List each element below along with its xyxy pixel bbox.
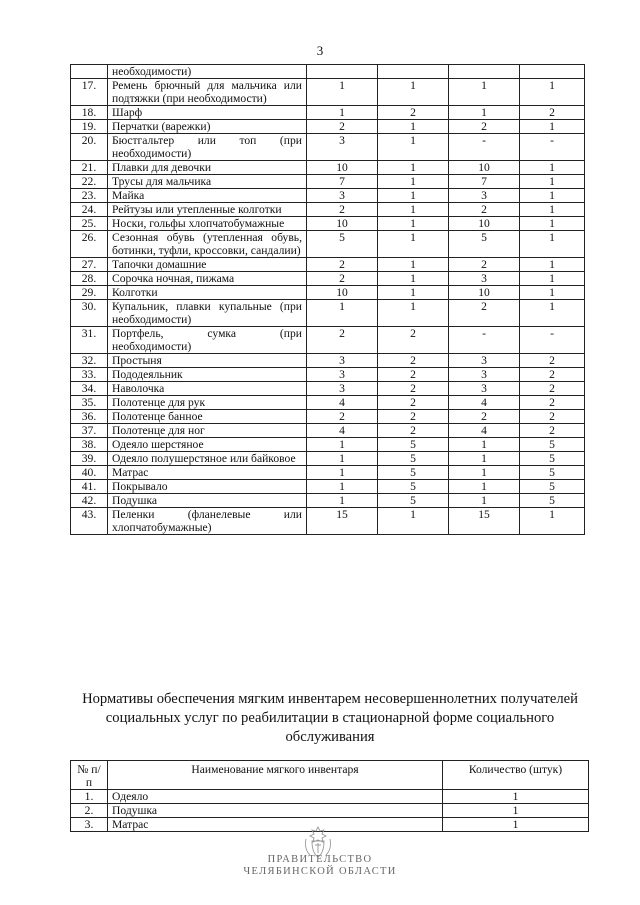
value-col-3: 10 (449, 286, 520, 300)
item-name: Полотенце для рук (108, 396, 307, 410)
item-number: 27. (71, 258, 108, 272)
value-col-2: 1 (378, 175, 449, 189)
value-col-4: 5 (520, 452, 585, 466)
item-number: 23. (71, 189, 108, 203)
value-col-4: 1 (520, 175, 585, 189)
value-col-3: 1 (449, 480, 520, 494)
table-row (71, 480, 585, 494)
value-col-1: 1 (307, 106, 378, 120)
value-col-1 (307, 65, 378, 79)
header-name: Наименование мягкого инвентаря (108, 761, 443, 790)
table-row (71, 286, 585, 300)
value-col-4: 1 (520, 217, 585, 231)
item-name: Тапочки домашние (108, 258, 307, 272)
value-col-3: 2 (449, 120, 520, 134)
value-col-4: 2 (520, 368, 585, 382)
value-col-1: 3 (307, 189, 378, 203)
item-number: 40. (71, 466, 108, 480)
table-row (71, 231, 585, 258)
item-name: Трусы для мальчика (108, 175, 307, 189)
item-name: Колготки (108, 286, 307, 300)
table-row (71, 258, 585, 272)
value-col-3: 1 (449, 438, 520, 452)
value-col-2 (378, 65, 449, 79)
clothing-norms-table (70, 64, 585, 535)
value-col-4: 2 (520, 382, 585, 396)
value-col-2: 5 (378, 480, 449, 494)
value-col-2: 1 (378, 161, 449, 175)
item-name: Купальник, плавки купальные (при необходимости) (108, 300, 307, 327)
value-col-4: 1 (520, 203, 585, 217)
item-name: Матрас (108, 466, 307, 480)
item-name: Одеяло шерстяное (108, 438, 307, 452)
item-name: Матрас (108, 818, 443, 832)
table-row (71, 106, 585, 120)
item-name: Полотенце банное (108, 410, 307, 424)
table-row (71, 79, 585, 106)
value-col-3: 7 (449, 175, 520, 189)
value-col-3: 1 (449, 452, 520, 466)
value-col-4: 2 (520, 106, 585, 120)
item-number: 42. (71, 494, 108, 508)
item-number: 21. (71, 161, 108, 175)
value-col-1: 10 (307, 217, 378, 231)
item-quantity: 1 (443, 818, 589, 832)
item-name: Рейтузы или утепленные колготки (108, 203, 307, 217)
table-row (71, 354, 585, 368)
item-name: Наволочка (108, 382, 307, 396)
item-number: 25. (71, 217, 108, 231)
table-row (71, 161, 585, 175)
item-number: 39. (71, 452, 108, 466)
value-col-4: 5 (520, 494, 585, 508)
item-name: Носки, гольфы хлопчатобумажные (108, 217, 307, 231)
item-name: Пеленки (фланелевые или хлопчатобумажные) (108, 508, 307, 535)
value-col-4 (520, 65, 585, 79)
value-col-1: 4 (307, 396, 378, 410)
value-col-4: 5 (520, 466, 585, 480)
table-row (71, 424, 585, 438)
item-number: 31. (71, 327, 108, 354)
table-row (71, 508, 585, 535)
item-number: 19. (71, 120, 108, 134)
table-row (71, 382, 585, 396)
item-name: Сезонная обувь (утепленная обувь, ботинки, туфли, кроссовки, сандалии) (108, 231, 307, 258)
value-col-1: 2 (307, 272, 378, 286)
value-col-4: 5 (520, 480, 585, 494)
item-number: 24. (71, 203, 108, 217)
value-col-1: 2 (307, 327, 378, 354)
value-col-1: 1 (307, 480, 378, 494)
item-name: Майка (108, 189, 307, 203)
value-col-1: 1 (307, 494, 378, 508)
value-col-4: 1 (520, 300, 585, 327)
value-col-3: - (449, 327, 520, 354)
item-name: Подушка (108, 804, 443, 818)
value-col-1: 4 (307, 424, 378, 438)
value-col-3: 3 (449, 189, 520, 203)
item-name: Ремень брючный для мальчика или подтяжки (при необходимости) (108, 79, 307, 106)
item-number: 17. (71, 79, 108, 106)
value-col-2: 1 (378, 79, 449, 106)
table-row (71, 217, 585, 231)
value-col-2: 5 (378, 494, 449, 508)
item-name: Полотенце для ног (108, 424, 307, 438)
table-row (71, 175, 585, 189)
item-name: Портфель, сумка (при необходимости) (108, 327, 307, 354)
value-col-4: - (520, 134, 585, 161)
item-name: Одеяло (108, 790, 443, 804)
item-number (71, 65, 108, 79)
page-number: 3 (316, 43, 324, 58)
value-col-4: 2 (520, 396, 585, 410)
value-col-1: 2 (307, 120, 378, 134)
value-col-2: 1 (378, 272, 449, 286)
item-number: 35. (71, 396, 108, 410)
value-col-2: 1 (378, 508, 449, 535)
item-number: 41. (71, 480, 108, 494)
value-col-2: 2 (378, 410, 449, 424)
value-col-2: 5 (378, 452, 449, 466)
value-col-2: 2 (378, 327, 449, 354)
value-col-2: 1 (378, 120, 449, 134)
value-col-1: 10 (307, 161, 378, 175)
item-name: Простыня (108, 354, 307, 368)
value-col-3: 2 (449, 203, 520, 217)
item-number: 38. (71, 438, 108, 452)
value-col-2: 5 (378, 466, 449, 480)
value-col-4: - (520, 327, 585, 354)
value-col-3: 15 (449, 508, 520, 535)
item-name: Сорочка ночная, пижама (108, 272, 307, 286)
table-row (71, 65, 585, 79)
value-col-2: 2 (378, 424, 449, 438)
value-col-4: 1 (520, 231, 585, 258)
value-col-1: 1 (307, 452, 378, 466)
table-row (71, 203, 585, 217)
item-name: Бюстгальтер или топ (при необходимости) (108, 134, 307, 161)
table-row (71, 790, 589, 804)
value-col-1: 2 (307, 203, 378, 217)
value-col-1: 1 (307, 79, 378, 106)
item-name: Перчатки (варежки) (108, 120, 307, 134)
value-col-2: 2 (378, 368, 449, 382)
value-col-4: 1 (520, 161, 585, 175)
value-col-2: 1 (378, 217, 449, 231)
table-row (71, 396, 585, 410)
value-col-3 (449, 65, 520, 79)
value-col-3: 1 (449, 466, 520, 480)
value-col-1: 3 (307, 382, 378, 396)
value-col-1: 2 (307, 410, 378, 424)
value-col-2: 2 (378, 354, 449, 368)
value-col-1: 7 (307, 175, 378, 189)
value-col-1: 10 (307, 286, 378, 300)
item-name: Шарф (108, 106, 307, 120)
value-col-3: 1 (449, 494, 520, 508)
stamp-line-2: ЧЕЛЯБИНСКОЙ ОБЛАСТИ (243, 866, 397, 877)
value-col-3: 3 (449, 272, 520, 286)
item-name: Пододеяльник (108, 368, 307, 382)
table-row (71, 494, 585, 508)
value-col-2: 1 (378, 203, 449, 217)
value-col-2: 1 (378, 231, 449, 258)
stamp-line-1: ПРАВИТЕЛЬСТВО (267, 854, 373, 865)
item-name: Плавки для девочки (108, 161, 307, 175)
table-header-row (71, 761, 589, 790)
table-row (71, 466, 585, 480)
item-name: необходимости) (108, 65, 307, 79)
item-number: 33. (71, 368, 108, 382)
value-col-3: 1 (449, 106, 520, 120)
item-name: Одеяло полушерстяное или байковое (108, 452, 307, 466)
value-col-4: 1 (520, 258, 585, 272)
value-col-3: 2 (449, 410, 520, 424)
item-number: 34. (71, 382, 108, 396)
value-col-3: 5 (449, 231, 520, 258)
item-quantity: 1 (443, 790, 589, 804)
item-number: 37. (71, 424, 108, 438)
item-number: 20. (71, 134, 108, 161)
value-col-1: 1 (307, 466, 378, 480)
value-col-1: 2 (307, 258, 378, 272)
value-col-3: 10 (449, 217, 520, 231)
item-number: 32. (71, 354, 108, 368)
header-number: № п/п (71, 761, 108, 790)
value-col-3: 2 (449, 300, 520, 327)
table-row (71, 410, 585, 424)
value-col-2: 1 (378, 258, 449, 272)
value-col-1: 3 (307, 134, 378, 161)
soft-inventory-table (70, 760, 589, 832)
value-col-2: 1 (378, 300, 449, 327)
item-number: 3. (71, 818, 108, 832)
value-col-4: 1 (520, 120, 585, 134)
value-col-4: 2 (520, 424, 585, 438)
table-row (71, 189, 585, 203)
value-col-4: 5 (520, 438, 585, 452)
value-col-1: 5 (307, 231, 378, 258)
value-col-2: 1 (378, 134, 449, 161)
section-heading: Нормативы обеспечения мягким инвентарем несовершеннолетних получателей социальных услуг по реабилитации в стационарной форме социального обслуживания (82, 691, 578, 745)
value-col-4: 1 (520, 286, 585, 300)
value-col-4: 1 (520, 508, 585, 535)
item-number: 36. (71, 410, 108, 424)
item-number: 26. (71, 231, 108, 258)
value-col-1: 3 (307, 354, 378, 368)
value-col-3: 10 (449, 161, 520, 175)
table-row (71, 272, 585, 286)
value-col-2: 1 (378, 189, 449, 203)
value-col-3: 3 (449, 354, 520, 368)
table-row (71, 368, 585, 382)
value-col-4: 1 (520, 272, 585, 286)
value-col-4: 1 (520, 189, 585, 203)
value-col-3: 2 (449, 258, 520, 272)
item-number: 28. (71, 272, 108, 286)
value-col-3: 3 (449, 368, 520, 382)
value-col-3: 4 (449, 396, 520, 410)
table-row (71, 300, 585, 327)
value-col-3: - (449, 134, 520, 161)
item-number: 1. (71, 790, 108, 804)
item-name: Подушка (108, 494, 307, 508)
header-quantity: Количество (штук) (443, 761, 589, 790)
item-number: 18. (71, 106, 108, 120)
table-row (71, 134, 585, 161)
value-col-4: 2 (520, 354, 585, 368)
value-col-3: 4 (449, 424, 520, 438)
table-row (71, 438, 585, 452)
government-stamp (220, 854, 420, 878)
item-number: 22. (71, 175, 108, 189)
value-col-3: 3 (449, 382, 520, 396)
item-number: 30. (71, 300, 108, 327)
item-number: 43. (71, 508, 108, 535)
value-col-4: 2 (520, 410, 585, 424)
table-row (71, 327, 585, 354)
item-number: 2. (71, 804, 108, 818)
value-col-1: 15 (307, 508, 378, 535)
table-row (71, 452, 585, 466)
value-col-1: 1 (307, 438, 378, 452)
value-col-3: 1 (449, 79, 520, 106)
value-col-2: 2 (378, 106, 449, 120)
table-row (71, 120, 585, 134)
value-col-2: 5 (378, 438, 449, 452)
value-col-1: 3 (307, 368, 378, 382)
value-col-4: 1 (520, 79, 585, 106)
item-quantity: 1 (443, 804, 589, 818)
value-col-2: 2 (378, 396, 449, 410)
value-col-2: 2 (378, 382, 449, 396)
value-col-2: 1 (378, 286, 449, 300)
table-row (71, 804, 589, 818)
value-col-1: 1 (307, 300, 378, 327)
item-number: 29. (71, 286, 108, 300)
item-name: Покрывало (108, 480, 307, 494)
